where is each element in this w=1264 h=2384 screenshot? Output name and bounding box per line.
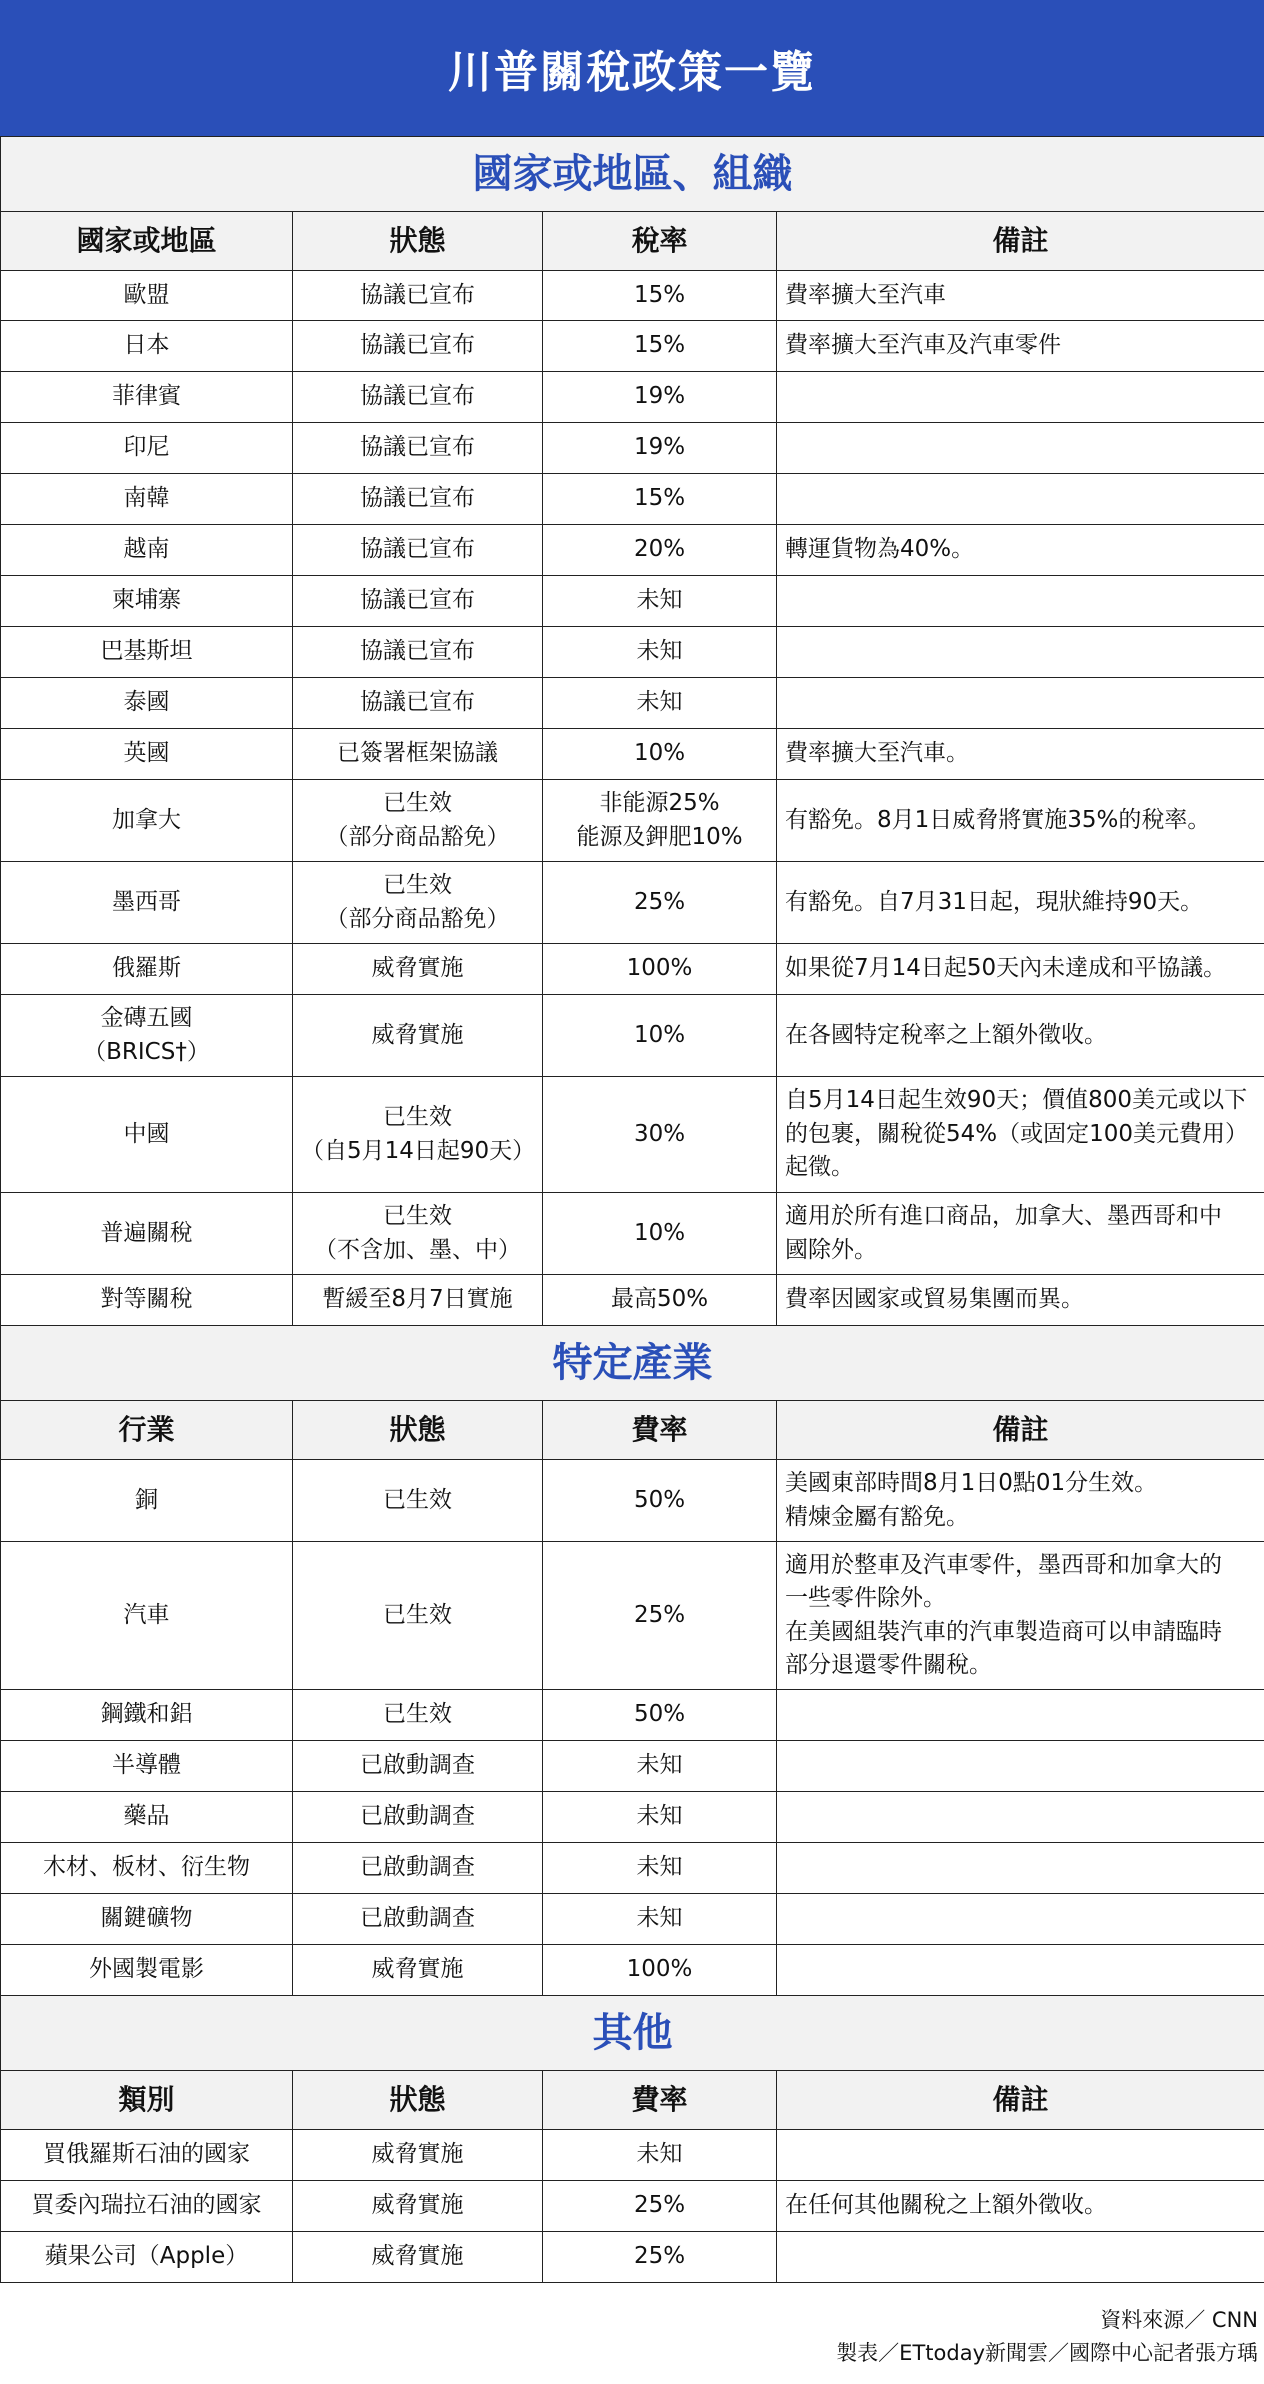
author-credit: 製表／ETtoday新聞雲／國際中心記者張方瑀: [836, 2340, 1258, 2365]
cell-note: [777, 995, 1264, 1077]
source-credit: 資料來源／ CNN: [1100, 2308, 1258, 2332]
column-header-row: [1, 212, 1264, 271]
cell-name: [1, 780, 293, 862]
cell-note: [777, 1843, 1264, 1894]
footer: [836, 2304, 1258, 2369]
cell-line: 適用於所有進口商品，加拿大、墨西哥和中: [785, 1203, 1222, 1230]
cell-line: 歐盟: [123, 281, 170, 308]
cell-note: [777, 678, 1264, 729]
table-row: [1, 1945, 1264, 1996]
cell-line: 費率擴大至汽車: [785, 281, 946, 308]
cell-line: 威脅實施: [371, 2141, 464, 2168]
cell-line: 威脅實施: [371, 955, 464, 982]
cell-line: 10%: [633, 1021, 686, 1048]
cell-line: 能源及鉀肥10%: [576, 823, 743, 850]
cell-line: 15%: [633, 485, 686, 512]
cell-line: 一些零件除外。: [785, 1585, 946, 1612]
cell-note: [777, 1275, 1264, 1326]
cell-line: 國除外。: [785, 1236, 877, 1263]
table-row: [1, 1275, 1264, 1326]
cell-line: 威脅實施: [371, 1956, 464, 1983]
cell-name: [1, 729, 293, 780]
cell-note: [777, 525, 1264, 576]
cell-line: 關鍵礦物: [100, 1905, 193, 1932]
cell-note: [777, 321, 1264, 372]
cell-status: [293, 1460, 543, 1542]
cell-rate: [543, 423, 777, 474]
cell-note: [777, 1741, 1264, 1792]
cell-line: 木材、板材、衍生物: [43, 1854, 250, 1881]
cell-status: [293, 729, 543, 780]
table-row: [1, 780, 1264, 862]
cell-line: 未知: [636, 689, 683, 716]
cell-note: [777, 474, 1264, 525]
cell-line: 藥品: [123, 1803, 170, 1830]
cell-line: 最高50%: [610, 1286, 709, 1313]
cell-line: 俄羅斯: [112, 955, 181, 982]
cell-line: 已生效: [383, 1701, 452, 1728]
cell-line: 未知: [636, 1854, 683, 1881]
table-row: [1, 525, 1264, 576]
section-header: [1, 1996, 1264, 2071]
cell-line: 已生效: [383, 1203, 452, 1230]
cell-line: 已啟動調查: [360, 1905, 475, 1932]
page-title: 川普關稅政策一覽: [0, 0, 1264, 136]
cell-line: 協議已宣布: [360, 536, 475, 563]
cell-status: [293, 2181, 543, 2232]
tariff-table: [0, 136, 1264, 2283]
cell-name: [1, 1741, 293, 1792]
cell-note: [777, 729, 1264, 780]
cell-line: 已生效: [383, 1601, 452, 1628]
cell-line: 10%: [633, 740, 686, 767]
cell-line: 銅: [135, 1486, 158, 1513]
cell-name: [1, 2232, 293, 2283]
cell-line: 30%: [633, 1120, 686, 1147]
cell-note: [777, 944, 1264, 995]
cell-name: [1, 271, 293, 321]
cell-rate: [543, 1945, 777, 1996]
cell-line: 在任何其他關稅之上額外徵收。: [785, 2192, 1107, 2219]
table-row: [1, 2130, 1264, 2181]
cell-line: 半導體: [112, 1752, 181, 1779]
section-title: 特定產業: [1, 1326, 1264, 1401]
cell-name: [1, 372, 293, 423]
cell-name: [1, 1690, 293, 1741]
cell-line: 巴基斯坦: [100, 638, 193, 665]
cell-status: [293, 944, 543, 995]
cell-line: 有豁免。8月1日威脅將實施35%的稅率。: [785, 806, 1211, 833]
column-header-row: [1, 1401, 1264, 1460]
cell-line: 美國東部時間8月1日0點01分生效。: [785, 1470, 1158, 1497]
cell-status: [293, 321, 543, 372]
cell-line: 已啟動調查: [360, 1752, 475, 1779]
table-row: [1, 1894, 1264, 1945]
table-row: [1, 576, 1264, 627]
cell-rate: [543, 271, 777, 321]
cell-line: 南韓: [123, 485, 170, 512]
cell-rate: [543, 372, 777, 423]
cell-line: 蘋果公司（Apple）: [44, 2243, 249, 2270]
cell-rate: [543, 2232, 777, 2283]
cell-line: 鋼鐵和鋁: [100, 1701, 193, 1728]
cell-line: 普遍關稅: [100, 1219, 193, 1246]
cell-line: 協議已宣布: [360, 434, 475, 461]
table-row: [1, 2232, 1264, 2283]
cell-note: [777, 1894, 1264, 1945]
cell-line: 10%: [633, 1219, 686, 1246]
cell-line: 英國: [123, 740, 170, 767]
cell-name: [1, 2181, 293, 2232]
cell-line: 已啟動調查: [360, 1803, 475, 1830]
cell-note: [777, 1460, 1264, 1542]
cell-line: 協議已宣布: [360, 281, 475, 308]
cell-line: 15%: [633, 281, 686, 308]
cell-rate: [543, 525, 777, 576]
section-header: [1, 137, 1264, 212]
cell-note: [777, 2232, 1264, 2283]
cell-line: 已生效: [383, 872, 452, 899]
cell-line: 50%: [633, 1701, 686, 1728]
cell-line: 費率擴大至汽車及汽車零件: [785, 332, 1061, 359]
cell-rate: [543, 995, 777, 1077]
cell-line: 威脅實施: [371, 2192, 464, 2219]
cell-line: 如果從7月14日起50天內未達成和平協議。: [785, 955, 1227, 982]
cell-rate: [543, 862, 777, 944]
section-title: 其他: [1, 1996, 1264, 2071]
cell-line: （不含加、墨、中）: [314, 1236, 521, 1263]
column-header: 狀態: [293, 1401, 543, 1460]
cell-line: 泰國: [123, 689, 170, 716]
cell-status: [293, 1275, 543, 1326]
cell-name: [1, 1542, 293, 1690]
table-row: [1, 862, 1264, 944]
cell-name: [1, 423, 293, 474]
cell-note: [777, 627, 1264, 678]
cell-line: 已啟動調查: [360, 1854, 475, 1881]
cell-line: 墨西哥: [112, 888, 181, 915]
cell-line: 起徵。: [785, 1154, 854, 1181]
cell-line: 對等關稅: [100, 1286, 193, 1313]
cell-name: [1, 525, 293, 576]
cell-rate: [543, 2130, 777, 2181]
cell-line: 20%: [633, 536, 686, 563]
cell-status: [293, 474, 543, 525]
cell-line: 25%: [633, 1601, 686, 1628]
column-header: 稅率: [543, 212, 777, 271]
cell-line: 印尼: [123, 434, 170, 461]
cell-line: 未知: [636, 587, 683, 614]
cell-name: [1, 1077, 293, 1193]
cell-line: 未知: [636, 1803, 683, 1830]
cell-note: [777, 2181, 1264, 2232]
cell-name: [1, 627, 293, 678]
cell-note: [777, 423, 1264, 474]
cell-note: [777, 1077, 1264, 1193]
cell-status: [293, 423, 543, 474]
cell-status: [293, 1077, 543, 1193]
cell-line: 已生效: [383, 1486, 452, 1513]
section-title: 國家或地區、組織: [1, 137, 1264, 212]
cell-line: 外國製電影: [89, 1956, 204, 1983]
cell-name: [1, 1843, 293, 1894]
column-header: 備註: [777, 2071, 1264, 2130]
cell-line: 已簽署框架協議: [337, 740, 498, 767]
cell-name: [1, 1945, 293, 1996]
table-row: [1, 995, 1264, 1077]
table-row: [1, 372, 1264, 423]
column-header: 狀態: [293, 2071, 543, 2130]
cell-line: 25%: [633, 888, 686, 915]
column-header-row: [1, 2071, 1264, 2130]
cell-rate: [543, 1460, 777, 1542]
cell-status: [293, 627, 543, 678]
cell-line: 在各國特定稅率之上額外徵收。: [785, 1021, 1107, 1048]
cell-line: 協議已宣布: [360, 383, 475, 410]
cell-status: [293, 1690, 543, 1741]
cell-line: 未知: [636, 2141, 683, 2168]
cell-name: [1, 1792, 293, 1843]
cell-line: 買俄羅斯石油的國家: [43, 2141, 250, 2168]
cell-rate: [543, 678, 777, 729]
cell-line: 加拿大: [112, 806, 181, 833]
cell-line: 適用於整車及汽車零件，墨西哥和加拿大的: [785, 1551, 1222, 1578]
cell-rate: [543, 944, 777, 995]
cell-status: [293, 995, 543, 1077]
cell-note: [777, 1792, 1264, 1843]
table-row: [1, 271, 1264, 321]
column-header: 類別: [1, 2071, 293, 2130]
cell-status: [293, 1792, 543, 1843]
cell-line: 19%: [633, 383, 686, 410]
cell-note: [777, 1690, 1264, 1741]
cell-line: 15%: [633, 332, 686, 359]
cell-line: 柬埔寨: [112, 587, 181, 614]
cell-line: 非能源25%: [599, 790, 720, 817]
cell-name: [1, 474, 293, 525]
cell-line: 100%: [626, 1956, 693, 1983]
cell-line: 越南: [123, 536, 170, 563]
column-header: 備註: [777, 212, 1264, 271]
table-row: [1, 2181, 1264, 2232]
table-row: [1, 944, 1264, 995]
cell-name: [1, 1894, 293, 1945]
cell-line: （BRICS†）: [83, 1038, 210, 1065]
cell-name: [1, 995, 293, 1077]
column-header: 行業: [1, 1401, 293, 1460]
cell-line: 中國: [123, 1120, 170, 1147]
cell-name: [1, 678, 293, 729]
cell-rate: [543, 1894, 777, 1945]
column-header: 費率: [543, 2071, 777, 2130]
cell-name: [1, 1275, 293, 1326]
cell-line: （部分商品豁免）: [325, 905, 510, 932]
section-header: [1, 1326, 1264, 1401]
cell-line: 協議已宣布: [360, 587, 475, 614]
cell-name: [1, 1193, 293, 1275]
cell-line: 在美國組裝汽車的汽車製造商可以申請臨時: [785, 1618, 1222, 1645]
cell-line: 費率擴大至汽車。: [785, 740, 969, 767]
cell-status: [293, 576, 543, 627]
cell-rate: [543, 2181, 777, 2232]
cell-rate: [543, 627, 777, 678]
cell-line: 已生效: [383, 790, 452, 817]
cell-status: [293, 1843, 543, 1894]
cell-rate: [543, 1741, 777, 1792]
cell-status: [293, 780, 543, 862]
cell-line: 精煉金屬有豁免。: [785, 1503, 969, 1530]
cell-rate: [543, 729, 777, 780]
column-header: 國家或地區: [1, 212, 293, 271]
cell-line: 25%: [633, 2192, 686, 2219]
table-row: [1, 1843, 1264, 1894]
cell-note: [777, 1945, 1264, 1996]
cell-rate: [543, 1542, 777, 1690]
cell-note: [777, 271, 1264, 321]
cell-line: 有豁免。自7月31日起，現狀維持90天。: [785, 888, 1204, 915]
cell-line: 日本: [123, 332, 170, 359]
column-header: 費率: [543, 1401, 777, 1460]
column-header: 狀態: [293, 212, 543, 271]
cell-rate: [543, 1690, 777, 1741]
cell-line: 未知: [636, 638, 683, 665]
cell-status: [293, 1741, 543, 1792]
cell-status: [293, 862, 543, 944]
cell-status: [293, 1894, 543, 1945]
cell-status: [293, 678, 543, 729]
cell-name: [1, 944, 293, 995]
cell-status: [293, 271, 543, 321]
table-row: [1, 627, 1264, 678]
cell-line: 的包裹，關稅從54%（或固定100美元費用）: [785, 1120, 1249, 1147]
cell-line: 汽車: [123, 1601, 170, 1628]
cell-line: 部分退還零件關稅。: [785, 1651, 992, 1678]
cell-name: [1, 2130, 293, 2181]
cell-line: 轉運貨物為40%。: [785, 536, 975, 563]
cell-note: [777, 2130, 1264, 2181]
table-row: [1, 1741, 1264, 1792]
table-row: [1, 1460, 1264, 1542]
cell-status: [293, 2232, 543, 2283]
cell-line: 金磚五國: [100, 1005, 193, 1032]
cell-note: [777, 576, 1264, 627]
column-header: 備註: [777, 1401, 1264, 1460]
cell-name: [1, 862, 293, 944]
cell-rate: [543, 1077, 777, 1193]
cell-rate: [543, 1193, 777, 1275]
cell-rate: [543, 1275, 777, 1326]
cell-status: [293, 2130, 543, 2181]
cell-rate: [543, 780, 777, 862]
cell-status: [293, 1542, 543, 1690]
cell-status: [293, 1945, 543, 1996]
cell-note: [777, 862, 1264, 944]
cell-line: 菲律賓: [112, 383, 181, 410]
cell-note: [777, 780, 1264, 862]
cell-name: [1, 321, 293, 372]
cell-line: 19%: [633, 434, 686, 461]
cell-note: [777, 372, 1264, 423]
table-row: [1, 1792, 1264, 1843]
cell-line: 未知: [636, 1905, 683, 1932]
table-row: [1, 1690, 1264, 1741]
cell-rate: [543, 1792, 777, 1843]
table-row: [1, 678, 1264, 729]
cell-line: 協議已宣布: [360, 638, 475, 665]
cell-line: 自5月14日起生效90天；價值800美元或以下: [785, 1087, 1248, 1114]
table-row: [1, 423, 1264, 474]
cell-line: 費率因國家或貿易集團而異。: [785, 1286, 1084, 1313]
cell-note: [777, 1193, 1264, 1275]
cell-line: 威脅實施: [371, 1021, 464, 1048]
table-row: [1, 1193, 1264, 1275]
cell-line: 100%: [626, 955, 693, 982]
table-row: [1, 474, 1264, 525]
cell-rate: [543, 321, 777, 372]
cell-status: [293, 525, 543, 576]
cell-line: （部分商品豁免）: [325, 823, 510, 850]
cell-line: （自5月14日起90天）: [301, 1137, 536, 1164]
table-row: [1, 729, 1264, 780]
cell-rate: [543, 1843, 777, 1894]
cell-line: 未知: [636, 1752, 683, 1779]
cell-rate: [543, 474, 777, 525]
cell-rate: [543, 576, 777, 627]
cell-status: [293, 372, 543, 423]
cell-line: 暫緩至8月7日實施: [322, 1286, 513, 1313]
cell-line: 協議已宣布: [360, 485, 475, 512]
table-row: [1, 1542, 1264, 1690]
cell-line: 協議已宣布: [360, 689, 475, 716]
cell-line: 已生效: [383, 1104, 452, 1131]
cell-line: 威脅實施: [371, 2243, 464, 2270]
cell-line: 25%: [633, 2243, 686, 2270]
cell-line: 買委內瑞拉石油的國家: [31, 2192, 262, 2219]
cell-note: [777, 1542, 1264, 1690]
table-row: [1, 1077, 1264, 1193]
cell-status: [293, 1193, 543, 1275]
cell-name: [1, 576, 293, 627]
table-row: [1, 321, 1264, 372]
cell-name: [1, 1460, 293, 1542]
cell-line: 50%: [633, 1486, 686, 1513]
cell-line: 協議已宣布: [360, 332, 475, 359]
